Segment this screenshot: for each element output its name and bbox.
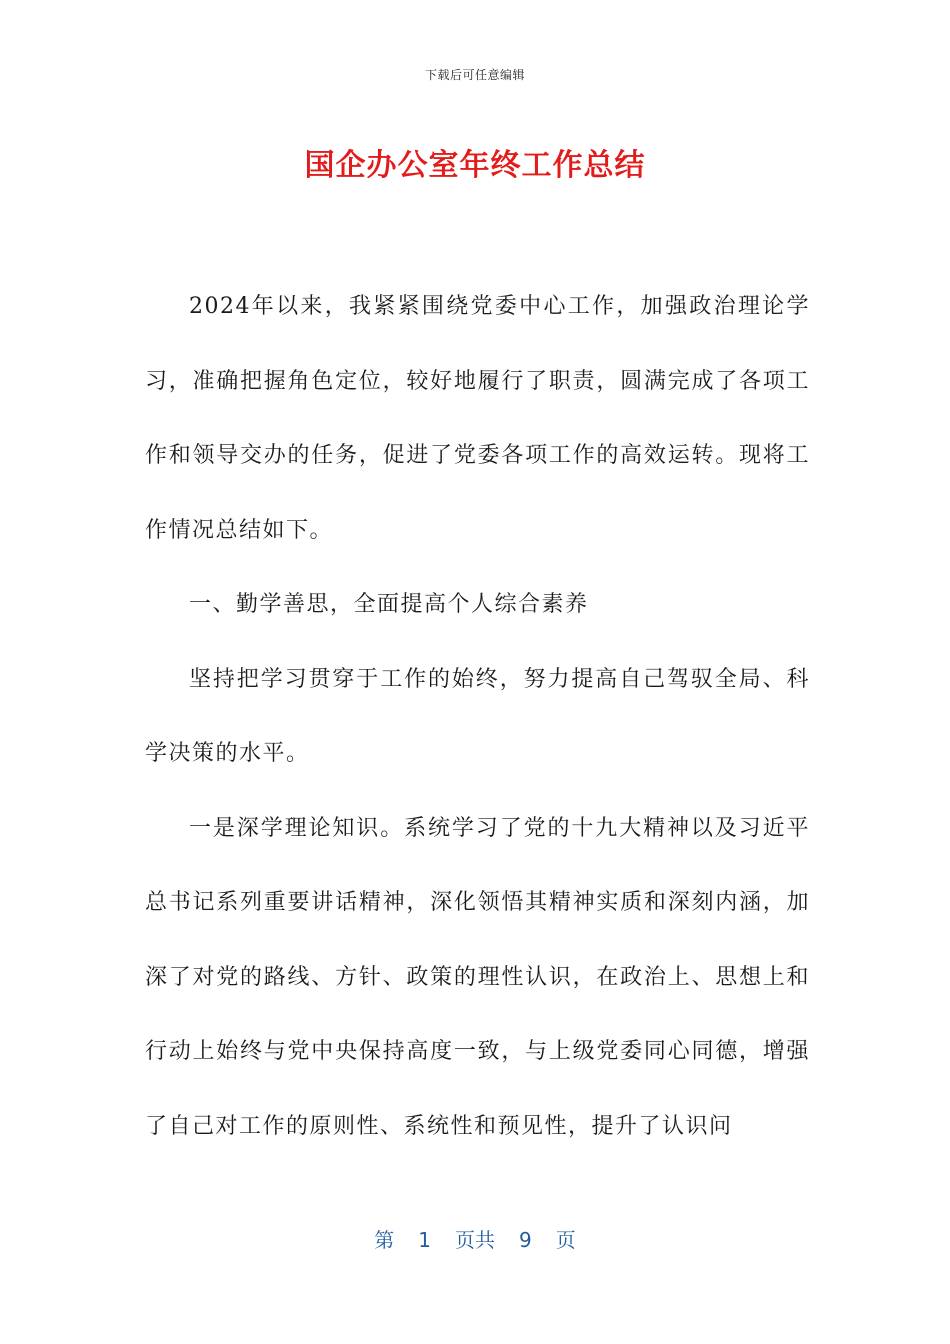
document-title: 国企办公室年终工作总结	[304, 148, 646, 183]
footer-middle: 页共	[455, 1228, 495, 1252]
total-pages-number: 9	[519, 1228, 532, 1252]
paragraph-theory: 一是深学理论知识。系统学习了党的十九大精神以及习近平总书记系列重要讲话精神，深化领悟其精神实质和深刻内涵，加深了对党的路线、方针、政策的理性认识，在政治上、思想上和行动上始终与党中央保持高度一致，与上级党委同心同德，增强了自己对工作的原则性、系统性和预见性，提升了认识问	[145, 815, 810, 1139]
document-body	[145, 270, 810, 1164]
section-heading: 一、勤学善思，全面提高个人综合素养	[189, 592, 589, 617]
header-note: 下载后可任意编辑	[424, 68, 525, 82]
footer-suffix: 页	[555, 1228, 576, 1252]
paragraph-intro: 2024年以来，我紧紧围绕党委中心工作，加强政治理论学习，准确把握角色定位，较好地履行了职责，圆满完成了各项工作和领导交办的任务，促进了党委各项工作的高效运转。现将工作情况总结如下。	[145, 294, 810, 543]
page-footer	[0, 1224, 950, 1253]
paragraph-study: 坚持把学习贯穿于工作的始终，努力提高自己驾驭全局、科学决策的水平。	[145, 666, 810, 766]
footer-prefix: 第	[374, 1228, 395, 1252]
current-page-number: 1	[418, 1228, 431, 1252]
